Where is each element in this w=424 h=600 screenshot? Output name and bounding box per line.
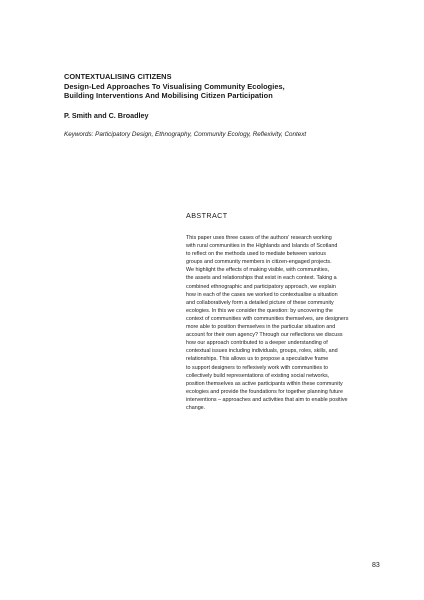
authors: P. Smith and C. Broadley — [64, 111, 149, 120]
abstract-line: relationships. This allows us to propose a speculative frame — [186, 356, 329, 363]
abstract-line: change. — [186, 404, 206, 411]
subtitle-line-2: Building Interventions And Mobilising Citizen Participation — [64, 91, 273, 101]
abstract-line: position themselves as active participants within these community — [186, 380, 343, 387]
abstract-line: ecologies. In this we consider the question: by uncovering the — [186, 307, 333, 314]
abstract-line: combined ethnographic and participatory approach, we explain — [186, 283, 336, 290]
paper-title — [64, 72, 364, 101]
abstract-line: interventions – approaches and activities that aim to enable positive — [186, 396, 348, 403]
abstract-line: We highlight the effects of making visible, with communities, — [186, 267, 330, 274]
abstract-line: how in each of the cases we worked to contextualise a situation — [186, 291, 338, 298]
abstract-line: and collaboratively form a detailed picture of these community — [186, 299, 334, 306]
keywords: Keywords: Participatory Design, Ethnography, Community Ecology, Reflexivity, Context — [64, 131, 307, 138]
abstract-line: This paper uses three cases of the authors’ research working — [186, 235, 332, 241]
abstract-heading: ABSTRACT — [186, 211, 228, 220]
abstract-line: collectively build representations of existing social networks, — [186, 372, 330, 379]
abstract-line: more able to position themselves in the particular situation and — [186, 324, 336, 331]
abstract-line: to support designers to reflexively work with communities to — [186, 364, 329, 371]
abstract-line: groups and community members in citizen-engaged projects. — [186, 259, 332, 266]
page-number: 83 — [372, 562, 380, 569]
subtitle-line-1: Design-Led Approaches To Visualising Community Ecologies, — [64, 81, 285, 91]
abstract-line: account for their own agency? Through our reflections we discuss — [186, 332, 343, 339]
abstract-line: with rural communities in the Highlands and Islands of Scotland — [186, 243, 338, 250]
abstract-body — [186, 234, 386, 412]
abstract-line: contextual issues including individuals, groups, roles, skills, and — [186, 348, 338, 355]
abstract-line: to reflect on the methods used to mediate between various — [186, 251, 326, 258]
abstract-line: ecologies and provide the foundations for together planning future — [186, 388, 344, 395]
abstract-line: the assets and relationships that exist in each context. Taking a — [186, 275, 337, 282]
abstract-line: context of communities with communities themselves, are designers — [186, 315, 349, 322]
abstract-line: how our approach contributed to a deeper understanding of — [186, 340, 328, 347]
title-line: CONTEXTUALISING CITIZENS — [64, 72, 172, 81]
